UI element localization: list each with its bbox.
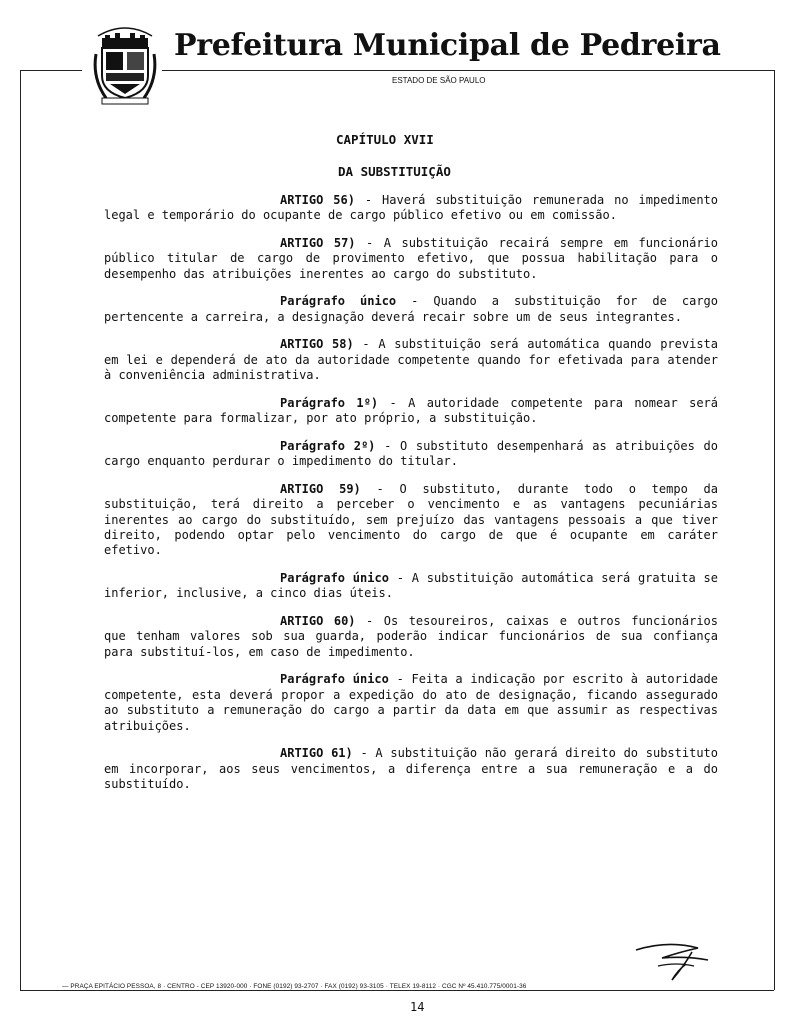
- article-60: [104, 614, 718, 660]
- article-text: - A substituição não gerará direito do substituto em incorporar, aos seus vencimentos, a diferença entre a sua remuneração e a do substituído.: [104, 746, 718, 792]
- article-heading: ARTIGO 59): [280, 481, 361, 496]
- section-heading: DA SUBSTITUIÇÃO: [338, 164, 451, 179]
- paragraph-heading: Parágrafo único: [280, 294, 397, 309]
- article-56: [104, 193, 718, 224]
- paragraph-heading: Parágrafo 2º): [280, 438, 376, 453]
- article-58: [104, 337, 718, 383]
- page-number: 14: [410, 1000, 425, 1014]
- article-text: - Os tesoureiros, caixas e outros funcionários que tenham valores sob sua guarda, poderão indicar funcionários de sua confiança para substituí-los, em caso de impedimento.: [104, 614, 719, 659]
- article-text: - A substituição será automática quando prevista em lei e dependerá de ato da autoridade competente quando for efetivada para atender à conveniência administrativa.: [104, 337, 718, 383]
- frame-border-right: [774, 70, 775, 990]
- paragraph-text: - A autoridade competente para nomear será competente para formalizar, por ato próprio, a substituição.: [104, 395, 718, 426]
- frame-border-left: [20, 70, 21, 990]
- paragraph-text: - Quando a substituição for de cargo pertencente a carreira, a designação deverá recair sobre um de seus integrantes.: [104, 294, 719, 324]
- article-heading: ARTIGO 60): [280, 614, 356, 629]
- article-text: - A substituição recairá sempre em funcionário público titular de cargo de provimento efetivo, que possua habilitação para o desempenho das atribuições inerentes ao cargo do substituto.: [104, 236, 719, 281]
- article-heading: ARTIGO 58): [280, 337, 354, 352]
- article-text: - Haverá substituição remunerada no impedimento legal e temporário do ocupante de cargo público efetivo ou em comissão.: [104, 193, 719, 223]
- paragraph-heading: Parágrafo único: [280, 571, 389, 586]
- article-heading: ARTIGO 56): [280, 193, 355, 207]
- article-59: [104, 482, 718, 559]
- paragraph-text: - A substituição automática será gratuita se inferior, inclusive, a cinco dias úteis.: [104, 571, 718, 601]
- article-60-sole-paragraph: [104, 672, 718, 734]
- paragraph-heading: Parágrafo 1º): [280, 395, 379, 410]
- article-57: [104, 236, 718, 282]
- article-text: - O substituto, durante todo o tempo da substituição, terá direito a perceber o vencimento e as vantagens pecuniárias inerentes ao cargo do substituído, sem prejuízo das vantagens pessoais a que tiver direito, podendo optar pelo vencimento do cargo de que é ocupante em caráter efetivo.: [104, 481, 719, 558]
- paragraph-heading: Parágrafo único: [280, 672, 389, 687]
- paragraph-text: - O substituto desempenhará as atribuições do cargo enquanto perdurar o impedimento do titular.: [104, 438, 718, 469]
- frame-border-top-left: [20, 70, 82, 71]
- coat-of-arms-icon: [92, 18, 158, 112]
- article-57-sole-paragraph: [104, 294, 718, 325]
- article-heading: ARTIGO 57): [280, 236, 356, 250]
- chapter-heading: CAPÍTULO XVII: [336, 132, 434, 147]
- document-body: [104, 193, 718, 805]
- article-59-sole-paragraph: [104, 571, 718, 602]
- article-58-paragraph-2: [104, 439, 718, 470]
- article-heading: ARTIGO 61): [280, 746, 353, 761]
- footer-address: — PRAÇA EPITÁCIO PESSOA, 8 · CENTRO - CEP 13920-000 · FONE (0192) 93-2707 · FAX (0192) 93-3105 · TELEX 19-8112 · CGC Nº 45.410.775/0001-36: [58, 983, 530, 990]
- signature-icon: [628, 936, 718, 986]
- frame-border-top-right: [162, 70, 774, 71]
- paragraph-text: - Feita a indicação por escrito à autoridade competente, esta deverá propor a expedição do ato de designação, ficando assegurado ao substituto a remuneração do cargo a partir da data em que assumir as respectivas atribuições.: [104, 672, 718, 733]
- header-subtitle: ESTADO DE SÃO PAULO: [392, 76, 486, 85]
- article-61: [104, 746, 718, 792]
- header-title: Prefeitura Municipal de Pedreira: [174, 28, 721, 63]
- frame-border-bottom: [20, 990, 774, 991]
- article-58-paragraph-1: [104, 396, 718, 427]
